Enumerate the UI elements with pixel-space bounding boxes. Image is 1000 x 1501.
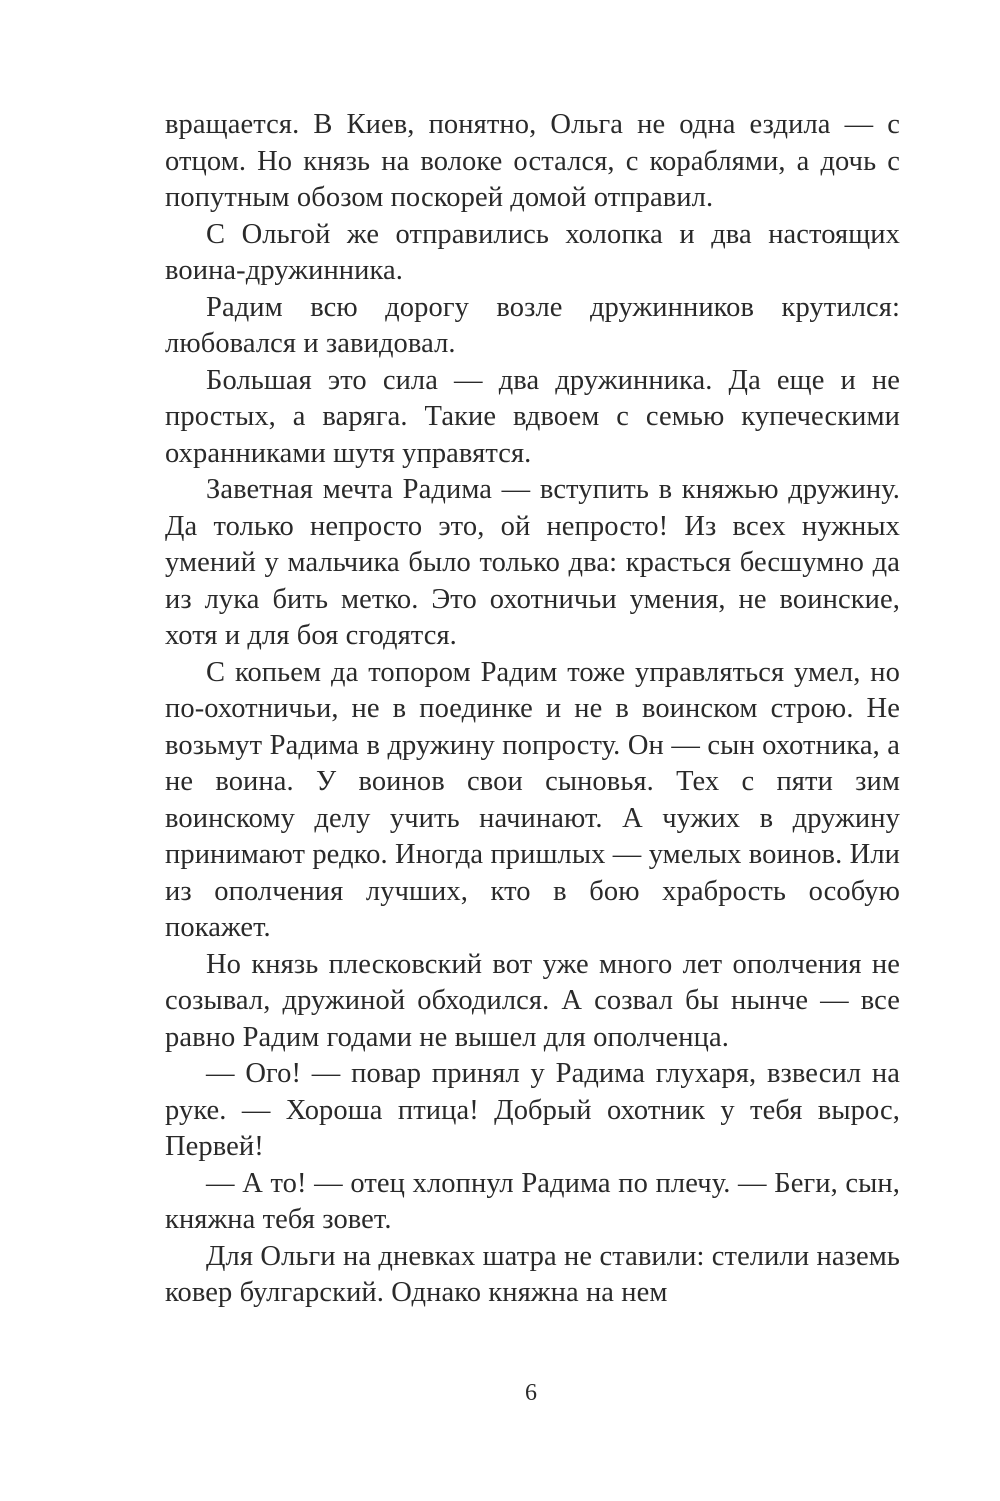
paragraph-8: — Ого! — повар принял у Радима глухаря, взвесил на руке. — Хороша птица! Добрый охотник у тебя вырос, Первей! [165, 1058, 900, 1162]
paragraph-6: С копьем да топором Радим тоже управляться умел, но по-охотничьи, не в поединке и не в воинском строю. Не возьмут Радима в дружину попросту. Он — сын охотника, а не воина. У воинов свои сыновья. Тех с пяти зим воинскому делу учить начинают. А чужих в дружину принимают редко. Иногда пришлых — умелых воинов. Или из ополчения лучших, кто в бою храбрость особую покажет. [165, 656, 900, 943]
paragraph-4: Большая это сила — два дружинника. Да еще и не простых, а варяга. Такие вдвоем с семью купеческими охранниками шутя управятся. [165, 364, 900, 469]
text-block [165, 107, 900, 1312]
paragraph-10: Для Ольги на дневках шатра не ставили: стелили наземь ковер булгарский. Однако княжна на нем [165, 1240, 900, 1308]
paragraph-3: Радим всю дорогу возле дружинников крутился: любовался и завидовал. [165, 291, 900, 359]
paragraph-7: Но князь плесковский вот уже много лет ополчения не созывал, дружиной обходился. А созвал бы нынче — все равно Радим годами не вышел для ополченца. [165, 948, 900, 1053]
paragraph-2: С Ольгой же отправились холопка и два настоящих воина-дружинника. [165, 218, 900, 286]
page-number: 6 [525, 1380, 537, 1406]
paragraph-5: Заветная мечта Радима — вступить в княжью дружину. Да только непросто это, ой непросто! Из всех нужных умений у мальчика было только два: красться бесшумно да из лука бить метко. Это охотничьи умения, не воинские, хотя и для боя сгодятся. [165, 474, 900, 651]
paragraph-9: — А то! — отец хлопнул Радима по плечу. — Беги, сын, княжна тебя зовет. [165, 1167, 900, 1235]
paragraph-1: вращается. В Киев, понятно, Ольга не одна ездила — с отцом. Но князь на волоке остался, с кораблями, а дочь с попутным обозом поскорей домой отправил. [165, 109, 900, 213]
